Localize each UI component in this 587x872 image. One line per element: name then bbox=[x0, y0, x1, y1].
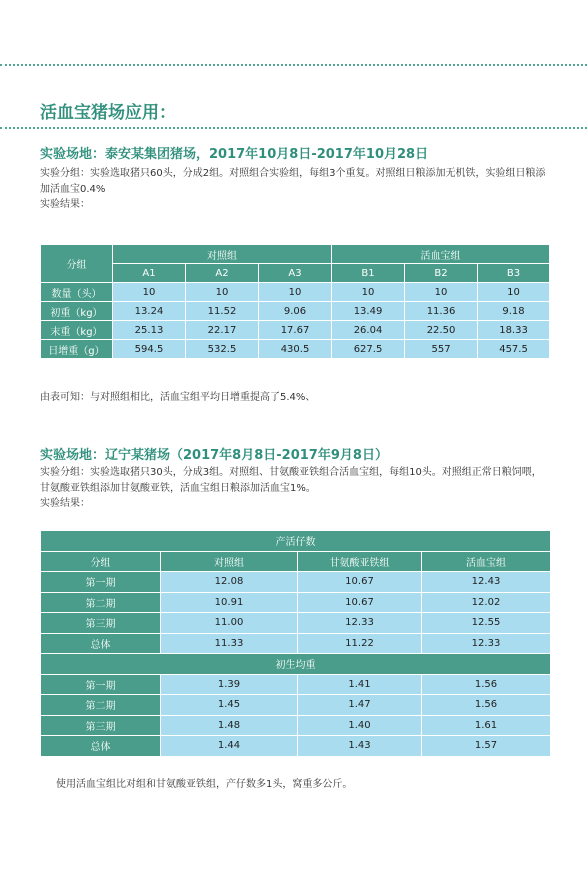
exp2-desc-line: 甘氨酸亚铁组添加甘氨酸亚铁，活血宝组日粮添加活血宝1%。 bbox=[40, 482, 316, 494]
table-row bbox=[41, 695, 551, 716]
cell: 12.08 bbox=[161, 572, 298, 593]
column-header: 分组 bbox=[41, 551, 161, 572]
exp1-weight-table bbox=[40, 244, 550, 359]
cell: 12.33 bbox=[422, 633, 551, 654]
exp1-subcol: B2 bbox=[405, 264, 478, 283]
exp1-result-label: 实验结果： bbox=[40, 199, 90, 210]
row-label: 末重（kg） bbox=[41, 321, 113, 340]
table-row bbox=[41, 340, 550, 359]
table-row bbox=[41, 302, 550, 321]
cell: 10 bbox=[259, 283, 332, 302]
row-label: 第二期 bbox=[41, 592, 161, 613]
cell: 1.41 bbox=[298, 674, 422, 695]
row-label: 第一期 bbox=[41, 674, 161, 695]
exp2-results-table bbox=[40, 530, 551, 757]
exp1-subcol: B3 bbox=[478, 264, 550, 283]
exp1-group-header: 分组 bbox=[41, 245, 113, 283]
row-label: 第二期 bbox=[41, 695, 161, 716]
exp1-desc-text: 实验分组：实验选取猪只60头，分成2组。对照组合实验组，每组3个重复。对照组日粮添加无机铁，实验组日粮添加活血宝0.4% bbox=[40, 168, 546, 195]
column-header: 对照组 bbox=[161, 551, 298, 572]
cell: 10.91 bbox=[161, 592, 298, 613]
cell: 18.33 bbox=[478, 321, 550, 340]
cell: 10 bbox=[113, 283, 186, 302]
table-row bbox=[41, 613, 551, 634]
exp1-subcol: A3 bbox=[259, 264, 332, 283]
cell: 1.45 bbox=[161, 695, 298, 716]
cell: 22.17 bbox=[186, 321, 259, 340]
section-title: 活血宝猪场应用： bbox=[40, 103, 176, 123]
cell: 9.18 bbox=[478, 302, 550, 321]
exp1-subcol: A2 bbox=[186, 264, 259, 283]
cell: 627.5 bbox=[332, 340, 405, 359]
row-label: 第三期 bbox=[41, 613, 161, 634]
cell: 10.67 bbox=[298, 572, 422, 593]
table-row bbox=[41, 592, 551, 613]
exp1-site-heading: 实验场地：泰安某集团猪场，2017年10月8日-2017年10月28日 bbox=[40, 147, 429, 162]
column-header: 甘氨酸亚铁组 bbox=[298, 551, 422, 572]
cell: 557 bbox=[405, 340, 478, 359]
column-header: 活血宝组 bbox=[422, 551, 551, 572]
cell: 26.04 bbox=[332, 321, 405, 340]
cell: 10 bbox=[405, 283, 478, 302]
cell: 10 bbox=[332, 283, 405, 302]
cell: 1.39 bbox=[161, 674, 298, 695]
cell: 12.43 bbox=[422, 572, 551, 593]
exp2-description bbox=[40, 465, 550, 512]
cell: 1.61 bbox=[422, 715, 551, 736]
row-label: 总体 bbox=[41, 736, 161, 757]
cell: 1.48 bbox=[161, 715, 298, 736]
cell: 13.24 bbox=[113, 302, 186, 321]
cell: 532.5 bbox=[186, 340, 259, 359]
cell: 12.33 bbox=[298, 613, 422, 634]
top-dotted-divider bbox=[0, 64, 587, 66]
cell: 1.40 bbox=[298, 715, 422, 736]
exp1-subcol: B1 bbox=[332, 264, 405, 283]
section-title-birth-weight: 初生均重 bbox=[41, 654, 551, 675]
cell: 13.49 bbox=[332, 302, 405, 321]
cell: 9.06 bbox=[259, 302, 332, 321]
exp1-treatment-header: 活血宝组 bbox=[332, 245, 550, 264]
cell: 594.5 bbox=[113, 340, 186, 359]
exp2-conclusion: 使用活血宝组比对组和甘氨酸亚铁组，产仔数多1头，窝重多公斤。 bbox=[56, 779, 353, 790]
table-row bbox=[41, 572, 551, 593]
title-dotted-divider bbox=[0, 127, 587, 129]
exp1-description bbox=[40, 166, 550, 213]
exp2-site-heading: 实验场地：辽宁某猪场（2017年8月8日-2017年9月8日） bbox=[40, 448, 388, 463]
cell: 1.43 bbox=[298, 736, 422, 757]
cell: 22.50 bbox=[405, 321, 478, 340]
row-label: 数量（头） bbox=[41, 283, 113, 302]
cell: 1.47 bbox=[298, 695, 422, 716]
cell: 11.36 bbox=[405, 302, 478, 321]
cell: 11.00 bbox=[161, 613, 298, 634]
exp1-conclusion: 由表可知：与对照组相比，活血宝组平均日增重提高了5.4%、 bbox=[40, 392, 316, 403]
row-label: 第一期 bbox=[41, 572, 161, 593]
exp2-desc-line: 实验分组：实验选取猪只30头，分成3组。对照组、甘氨酸亚铁组合活血宝组，每组10头。对照组正常日粮饲喂， bbox=[40, 467, 542, 478]
row-label: 日增重（g） bbox=[41, 340, 113, 359]
cell: 1.56 bbox=[422, 674, 551, 695]
cell: 11.22 bbox=[298, 633, 422, 654]
cell: 10.67 bbox=[298, 592, 422, 613]
cell: 10 bbox=[478, 283, 550, 302]
table-row bbox=[41, 715, 551, 736]
table-row bbox=[41, 283, 550, 302]
cell: 1.44 bbox=[161, 736, 298, 757]
cell: 12.55 bbox=[422, 613, 551, 634]
table-row bbox=[41, 736, 551, 757]
cell: 25.13 bbox=[113, 321, 186, 340]
cell: 1.56 bbox=[422, 695, 551, 716]
table-row bbox=[41, 633, 551, 654]
cell: 10 bbox=[186, 283, 259, 302]
cell: 11.52 bbox=[186, 302, 259, 321]
cell: 17.67 bbox=[259, 321, 332, 340]
section-title-live-births: 产活仔数 bbox=[41, 531, 551, 552]
cell: 12.02 bbox=[422, 592, 551, 613]
table-row bbox=[41, 321, 550, 340]
cell: 1.57 bbox=[422, 736, 551, 757]
exp2-result-label: 实验结果： bbox=[40, 498, 90, 509]
row-label: 第三期 bbox=[41, 715, 161, 736]
table-row bbox=[41, 674, 551, 695]
exp1-control-header: 对照组 bbox=[113, 245, 332, 264]
row-label: 初重（kg） bbox=[41, 302, 113, 321]
row-label: 总体 bbox=[41, 633, 161, 654]
cell: 11.33 bbox=[161, 633, 298, 654]
exp1-subcol: A1 bbox=[113, 264, 186, 283]
cell: 457.5 bbox=[478, 340, 550, 359]
cell: 430.5 bbox=[259, 340, 332, 359]
